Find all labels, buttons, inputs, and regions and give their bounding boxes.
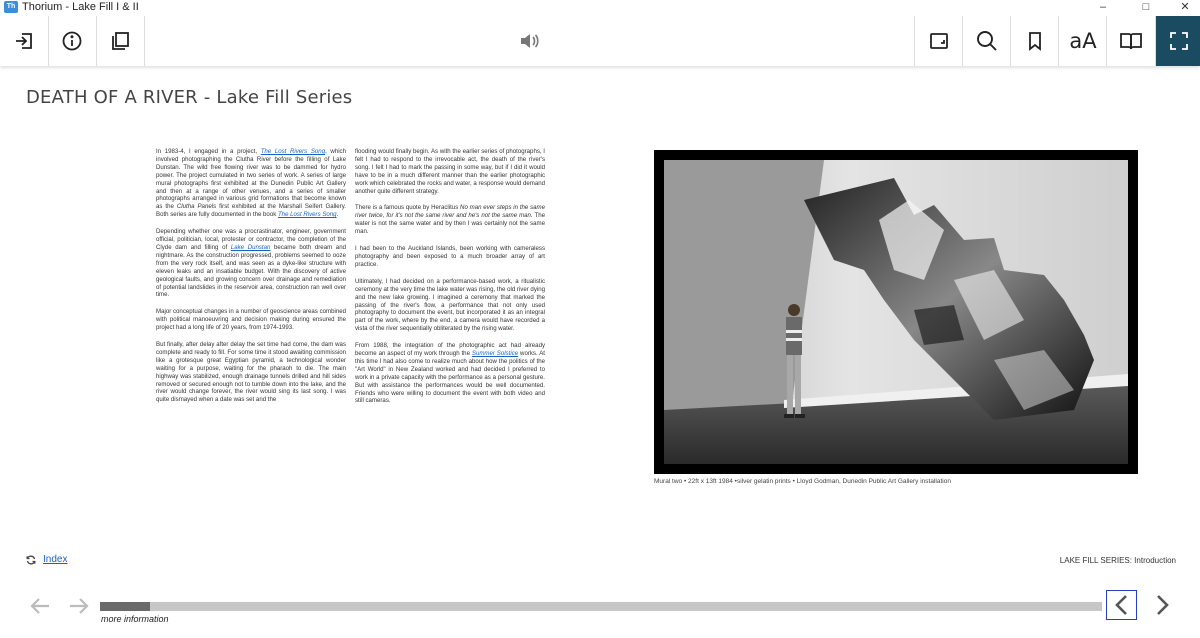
app-icon: Th xyxy=(4,1,18,13)
history-back-button[interactable] xyxy=(28,594,52,618)
paragraph xyxy=(156,228,346,299)
paragraph xyxy=(156,148,346,219)
search-button[interactable] xyxy=(962,16,1011,66)
bookmark-button[interactable] xyxy=(1010,16,1059,66)
quote-text: No man ever steps in the same river twice, for it's not the same river and he's not the same man. xyxy=(355,204,545,220)
book-icon xyxy=(1119,30,1143,52)
more-information-label[interactable]: more information xyxy=(101,614,169,624)
paragraph: Ultimately, I had decided on a performance-based work, a ritualistic ceremony at the very time the lake water was rising, the old river dying and the new lake growing. I imagined a ceremony that marked the passing of the river's flow, a performance that not only used photography to document the event, but incorporated it as an integral part of the work, where by the end, a camera would have recorded a vista of the river sequentially obliterated by the rising water. xyxy=(355,277,546,333)
title-bar xyxy=(0,0,1200,14)
search-icon xyxy=(975,29,999,53)
reading-progress-bar[interactable] xyxy=(100,602,1102,611)
arrow-right-icon xyxy=(67,594,91,618)
text: first exhibited at the Marshall Seifert Gallery. Both series are fully documented in the book xyxy=(156,203,347,219)
refresh-icon xyxy=(26,555,36,565)
text: In 1983-4, I engaged in a project, xyxy=(156,148,261,155)
text: , which involved photographing the Clutha River before the filling of Lake Dunstan. The wild free flowing river was to be dammed for hydro power. The project cumulated in two series of work. A series of large mural photographs first exhibited at the Dunedin Public Art Gallery and then at a range of other venues, and a series of smaller photographs arranged in various grid formations that become known as the xyxy=(156,148,346,211)
fullscreen-icon xyxy=(1169,31,1189,51)
paragraph xyxy=(355,342,545,405)
read-aloud-button[interactable] xyxy=(505,16,553,66)
paragraph: But finally, after delay after delay the set time had come, the dam was complete and ready to fill. For some time it stood awaiting commission like a grotesque great Egyptian pyramid, a technological wonder waiting for a purpose, waiting for the pharaoh to die. The main highway was stabilized, enough drainage tunnels drilled and hill sides removed or secured enough not to tumble down into the lake, and the river would change forever, the river would sing its last song. I was quite dismayed when a date was set and the xyxy=(156,341,346,404)
reader-toolbar xyxy=(0,16,1200,66)
page-title: DEATH OF A RIVER - Lake Fill Series xyxy=(26,87,353,108)
gallery-icon xyxy=(928,30,950,52)
text: There is a famous quote by Heraclitus xyxy=(355,204,461,212)
text: Depending whether one was a procrastinator, engineer, government official, politician, local, protester or contractor, the completion of the Clyde dam and filling of xyxy=(156,228,346,251)
toc-icon xyxy=(109,30,131,52)
reading-mode-button[interactable] xyxy=(1106,16,1155,66)
text-settings-icon: aA xyxy=(1069,29,1097,53)
arrow-left-icon xyxy=(28,594,52,618)
index-row xyxy=(26,554,67,565)
text: became both dream and nightmare. As the construction progressed, problems seemed to ooze from the very rock itself, and was seen as a dyke-like structure with eleven leaks and an insatiable budget. With the discovery of active geological faults, and growing concern over drainage and remediation of potential landslides in the reservoir area, construction ran well over time. xyxy=(156,243,346,299)
toc-button[interactable] xyxy=(96,16,145,66)
emphasis-text: Clutha Panels xyxy=(176,203,217,211)
paragraph xyxy=(355,204,545,236)
gallery-photo xyxy=(654,150,1138,474)
summer-solstice-link[interactable]: Summer Solstice xyxy=(471,350,519,358)
info-button[interactable] xyxy=(48,16,97,66)
paragraph: Major conceptual changes in a number of geoscience areas combined with political manoeuvring and decision making during ensured the project had a long life of 20 years, from 1974-1993. xyxy=(156,308,346,332)
chapter-title: LAKE FILL SERIES: Introduction xyxy=(1059,556,1176,565)
text: From 1988, the integration of the photographic act had already become an aspect of my work through the xyxy=(355,342,545,358)
text: The water is not the same water and by then I was certainly not the same man. xyxy=(355,212,545,236)
text-column-left xyxy=(156,148,346,413)
speaker-icon xyxy=(518,30,540,52)
photo-caption: Mural two • 22ft x 13ft 1984 •silver gelatin prints • Lloyd Godman, Dunedin Public Art Gallery installation xyxy=(654,478,951,485)
info-icon xyxy=(61,30,83,52)
lost-rivers-song-link[interactable]: The Lost Rivers Song xyxy=(260,148,326,155)
text-column-right xyxy=(355,148,545,414)
next-page-button[interactable] xyxy=(1150,590,1174,620)
maximize-button[interactable]: □ xyxy=(1142,1,1150,13)
chevron-left-icon xyxy=(1113,594,1131,616)
progress-fill xyxy=(100,602,150,611)
back-icon xyxy=(13,30,35,52)
history-forward-button[interactable] xyxy=(67,594,91,618)
text: works. At this time I had also come to realize much about how the politics of the "Art World" in New Zealand worked and had decided I preferred to work in a private capacity with the performance as a personal gesture. But with assistance the performances would be well documented. Friends who were willing to document the event with both video and still cameras. xyxy=(355,350,545,405)
minimize-button[interactable]: – xyxy=(1099,1,1107,13)
mural-photo-image xyxy=(664,160,1128,464)
text: . xyxy=(336,211,339,219)
lake-dunstan-link[interactable]: Lake Dunstan xyxy=(230,243,271,251)
lost-rivers-song-book-link[interactable]: The Lost Rivers Song xyxy=(277,211,337,219)
fullscreen-button[interactable] xyxy=(1155,16,1200,66)
index-link[interactable]: Index xyxy=(43,554,68,565)
chevron-right-icon xyxy=(1153,594,1171,616)
bookmark-icon xyxy=(1025,30,1045,52)
previous-page-button[interactable] xyxy=(1106,590,1137,620)
paragraph: flooding would finally begin. As with the earlier series of photographs, I felt I had to respond to the irrevocable act, the death of the river's song. I felt I had to mark the passing in some way, but if I did it would have to be in a much different manner than the earlier photographic work which celebrated the rocks and water, a response would demand another quite different strategy. xyxy=(355,148,545,195)
back-to-library-button[interactable] xyxy=(0,16,49,66)
paragraph: I had been to the Auckland Islands, been working with cameraless photography and been exposed to a much broader array of art practice. xyxy=(355,245,545,268)
text-settings-button[interactable] xyxy=(1058,16,1107,66)
close-button[interactable]: ✕ xyxy=(1180,1,1190,13)
gallery-button[interactable] xyxy=(914,16,963,66)
window-title: Thorium - Lake Fill I & II xyxy=(22,1,139,13)
